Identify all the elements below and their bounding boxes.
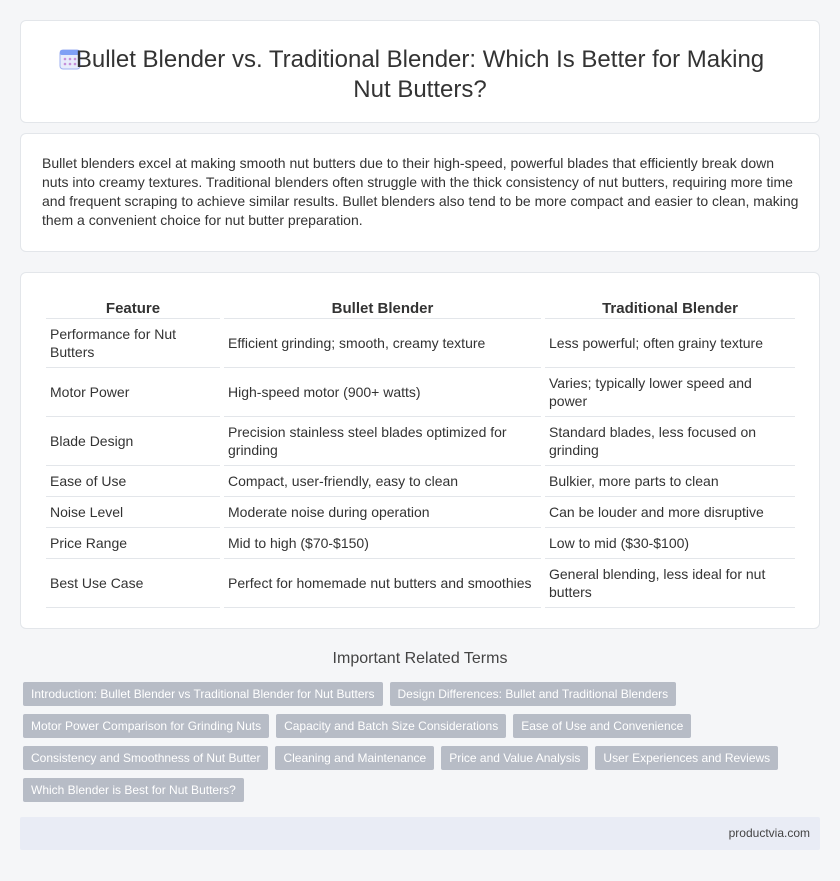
header-bullet-blender: Bullet Blender [224,295,541,319]
feature-cell: Performance for Nut Butters [46,319,220,368]
traditional-cell: Can be louder and more disruptive [545,497,795,528]
table-row [46,417,795,466]
footer [20,817,820,850]
table-row [46,319,795,368]
title-card [20,20,820,123]
traditional-cell: Less powerful; often grainy texture [545,319,795,368]
related-term-tag[interactable]: Cleaning and Maintenance [275,746,434,770]
related-term-tag[interactable]: Motor Power Comparison for Grinding Nuts [23,714,269,738]
related-term-tag[interactable]: Ease of Use and Convenience [513,714,691,738]
traditional-cell: Standard blades, less focused on grinding [545,417,795,466]
table-row [46,368,795,417]
footer-site-link[interactable]: productvia.com [728,826,810,840]
table-row [46,528,795,559]
related-term-tag[interactable]: Which Blender is Best for Nut Butters? [23,778,244,802]
related-term-tag[interactable]: Consistency and Smoothness of Nut Butter [23,746,268,770]
related-terms-heading: Important Related Terms [332,650,508,667]
related-term-tag[interactable]: Design Differences: Bullet and Traditional Blenders [390,682,677,706]
table-row [46,559,795,608]
traditional-cell: Varies; typically lower speed and power [545,368,795,417]
bullet-cell: Perfect for homemade nut butters and smoothies [224,559,541,608]
header-feature: Feature [46,295,220,319]
traditional-cell: General blending, less ideal for nut butters [545,559,795,608]
header-traditional-blender: Traditional Blender [545,295,795,319]
bullet-cell: Precision stainless steel blades optimized for grinding [224,417,541,466]
related-term-tag[interactable]: Introduction: Bullet Blender vs Traditional Blender for Nut Butters [23,682,383,706]
traditional-cell: Bulkier, more parts to clean [545,466,795,497]
comparison-card [20,272,820,629]
bullet-cell: High-speed motor (900+ watts) [224,368,541,417]
comparison-table [42,295,799,608]
bullet-cell: Moderate noise during operation [224,497,541,528]
table-row [46,497,795,528]
feature-cell: Price Range [46,528,220,559]
feature-cell: Ease of Use [46,466,220,497]
related-term-tag[interactable]: Capacity and Batch Size Considerations [276,714,506,738]
related-term-tag[interactable]: Price and Value Analysis [441,746,588,770]
bullet-cell: Compact, user-friendly, easy to clean [224,466,541,497]
feature-cell: Blade Design [46,417,220,466]
related-terms-list [23,682,803,802]
bullet-cell: Mid to high ($70-$150) [224,528,541,559]
bullet-cell: Efficient grinding; smooth, creamy texture [224,319,541,368]
traditional-cell: Low to mid ($30-$100) [545,528,795,559]
intro-card [20,133,820,252]
related-term-tag[interactable]: User Experiences and Reviews [595,746,778,770]
feature-cell: Best Use Case [46,559,220,608]
table-header-row [46,295,795,319]
table-row [46,466,795,497]
feature-cell: Noise Level [46,497,220,528]
page-title: Bullet Blender vs. Traditional Blender: Which Is Better for Making Nut Butters? [75,46,765,103]
intro-paragraph: Bullet blenders excel at making smooth nut butters due to their high-speed, powerful blades that efficiently break down nuts into creamy textures. Traditional blenders often struggle with the thick consistency of nut butters, requiring more time and frequent scraping to achieve similar results. Bullet blenders also tend to be more compact and easier to clean, making them a convenient choice for nut butter preparation. [42,155,799,228]
feature-cell: Motor Power [46,368,220,417]
